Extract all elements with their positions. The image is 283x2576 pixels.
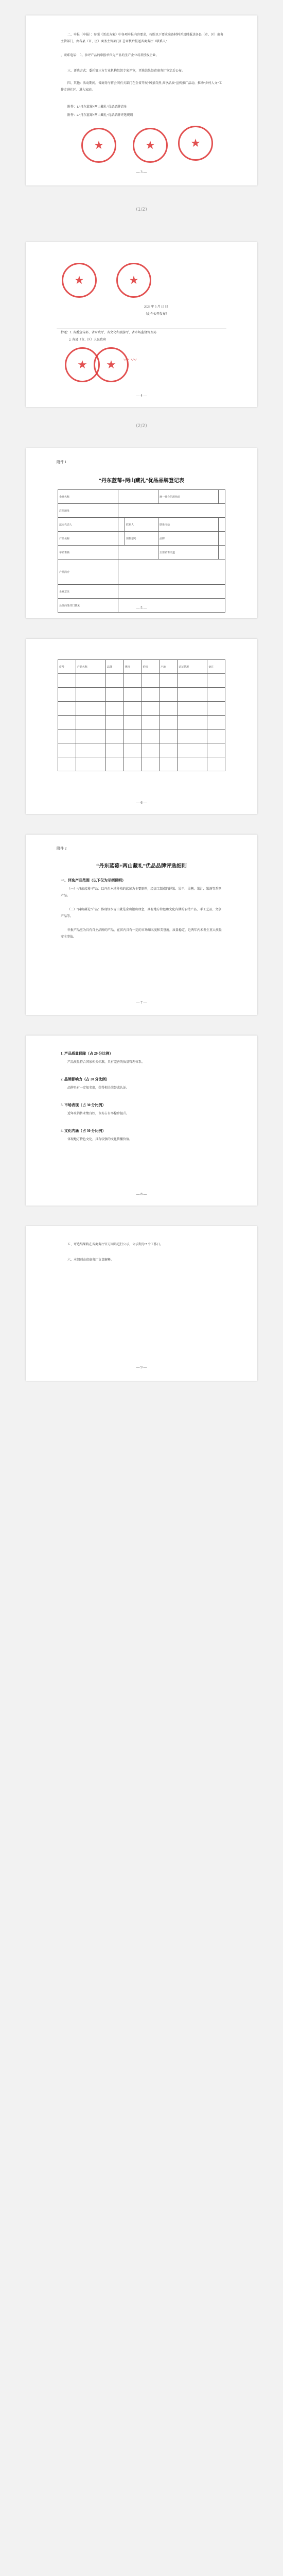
page-number: — 4 — (136, 394, 147, 398)
table-header: 序号 (58, 660, 76, 674)
paragraph: 附件：1.“丹东蓝莓+两山藏礼”优品品牌清单 (67, 106, 127, 109)
page-number: — 8 — (136, 1192, 147, 1196)
paragraph: 品牌具有一定知名度，获得相关荣誉或认证。 (67, 1087, 130, 1090)
rules-page-3 (26, 1226, 257, 1381)
official-seal: ★ (81, 128, 116, 163)
official-seal: ★ (178, 126, 213, 161)
section-heading: 一、评选产品范围（以下仅为示例说明） (61, 878, 126, 883)
table-cell: 产品简介 (58, 560, 118, 585)
paragraph: （一）“丹东蓝莓”产品：以丹东本地种植的蓝莓为主要原料，经加工制成的鲜果、果干、果酱、果汁、果酒等系列产品。 (61, 888, 222, 897)
page-number: — 5 — (136, 606, 147, 610)
cc-line: 抄送：1. 省委宣传部、省财政厅、省文化和旅游厅、省市场监督管理局 (61, 331, 157, 334)
cc-line: 2. 各县（市、区）人民政府 (69, 338, 107, 342)
table-header: 备注 (207, 660, 225, 674)
page-number: — 6 — (136, 801, 147, 805)
paragraph: 附件：2.“丹东蓝莓+两山藏礼”优品品牌评选规则 (67, 114, 133, 117)
table-cell: 县级商务部门意见 (58, 599, 118, 613)
document-note: （此件公开发布） (144, 313, 169, 316)
table-header: 品牌 (105, 660, 123, 674)
table-cell: 规格型号 (125, 532, 158, 546)
table-cell: 法定代表人 (58, 518, 118, 532)
product-table (58, 659, 225, 771)
page-number: — 3 — (136, 170, 147, 174)
annex-label: 附件 2 (57, 846, 67, 851)
table-header: 产地 (160, 660, 178, 674)
paragraph: 六、本细则由省商务厅负责解释。 (67, 1259, 114, 1262)
section-heading: 2. 品牌影响力（占 20 分比例） (61, 1077, 110, 1081)
table-cell: 企业名称 (58, 490, 118, 504)
table-cell: 注册地址 (58, 504, 118, 518)
table-cell: 年销售额 (58, 546, 118, 560)
page-number: — 9 — (136, 1365, 147, 1369)
official-seal: ★ (94, 347, 129, 382)
paragraph: 体现地方特色文化，具有较强的文化传播价值。 (67, 1138, 133, 1141)
table-cell: 联系人 (125, 518, 158, 532)
official-seal: ★ (62, 263, 97, 298)
page-divider: (2/2) (136, 423, 147, 429)
paragraph: ，联系电话： ）。参评产品的申报单位为产品的生产企业或者授权企业。 (61, 54, 159, 57)
official-seal: ★ (133, 128, 168, 163)
registration-table (58, 489, 225, 613)
table-header: 规格 (123, 660, 142, 674)
page-divider: (1/2) (136, 207, 147, 212)
rules-title: “丹东蓝莓+两山藏礼”优品品牌评选细则 (96, 863, 187, 869)
rules-page-2 (26, 1036, 257, 1206)
paragraph: 三、评选方式：委托第三方专业机构组织专家评审，评选结果经省商务厅审定后公布。 (67, 70, 185, 73)
paragraph: （二）“两山藏礼”产品：体现绿水青山就是金山银山理念，具有地方特色和文化内涵的农特产品、手工艺品、文创产品等。 (61, 908, 222, 918)
paragraph: 四、其他：活动期间，省商务厅将会同有关部门在全省开展“风景自然 共享品质”宣传推广活动，推动“乡村人文”工作走进社区、进入家庭。 (61, 82, 222, 92)
form-title: “丹东蓝莓+两山藏礼”优品品牌登记表 (99, 478, 184, 484)
table-cell: 企业意见 (58, 585, 118, 599)
table-cell: 统一社会信用代码 (158, 490, 218, 504)
paragraph: 近年来销售业绩良好，市场占有率稳步提升。 (67, 1112, 130, 1115)
paragraph: 产品质量符合国家相关标准，具有完善的质量管理体系。 (67, 1061, 145, 1064)
section-heading: 4. 文化内涵（占 30 分比例） (61, 1129, 106, 1133)
section-heading: 3. 市场表现（占 30 分比例） (61, 1103, 106, 1107)
table-cell: 产品名称 (58, 532, 118, 546)
document-date: 2023 年 5 月 15 日 (144, 306, 168, 309)
document-page-1 (26, 15, 257, 185)
table-cell: 品牌 (158, 532, 218, 546)
table-cell: 联系电话 (158, 518, 218, 532)
table-header: 产品名称 (76, 660, 105, 674)
table-cell: 主要销售渠道 (158, 546, 218, 560)
section-heading: 1. 产品质量保障（占 20 分比例） (61, 1052, 113, 1056)
rules-page-1 (26, 835, 257, 1015)
page-number: — 7 — (136, 1001, 147, 1005)
form-page-1 (26, 448, 257, 618)
official-seal: ★ (65, 347, 100, 382)
paragraph: 五、评选结果将在省商务厅官方网站进行公示，公示期为 7 个工作日。 (67, 1243, 164, 1246)
table-header: 价格 (142, 660, 160, 674)
official-seal: ★ (116, 263, 151, 298)
paragraph: 申报产品应为具有自主品牌的产品，在省内具有一定的市场知名度和美誉度，质量稳定，近两年内未发生重大质量安全事故。 (61, 929, 222, 939)
form-page-2 (26, 639, 257, 814)
document-page-2 (26, 242, 257, 407)
handwritten-signature: 〰 〰 (123, 357, 137, 363)
annex-label: 附件 1 (57, 460, 67, 464)
paragraph: 二、申报（申报）：参照《活动方案》中各项申报内容要求，按照以下要求准备材料并及时报送各县（市、区）商务主管部门，由各县（市、区）商务主管部门汇总审核后报送省商务厅（联系人： (61, 33, 224, 43)
table-header: 认证情况 (178, 660, 207, 674)
